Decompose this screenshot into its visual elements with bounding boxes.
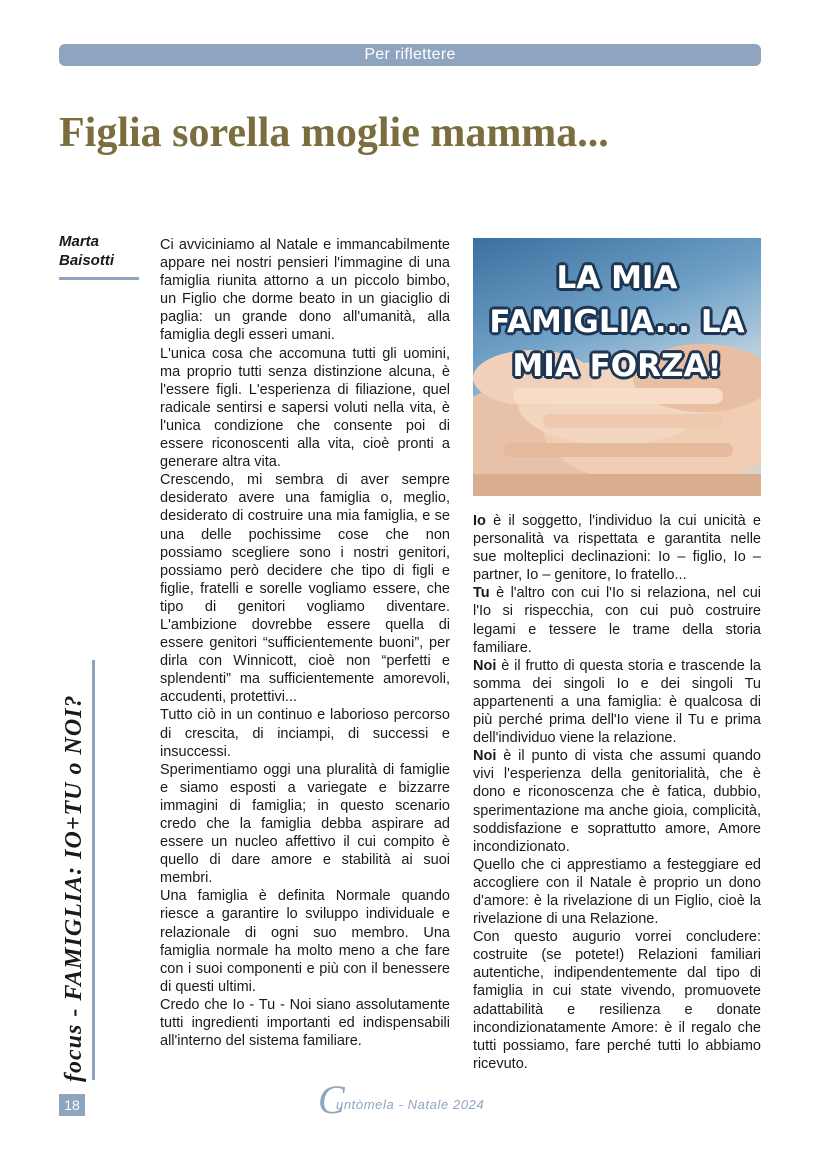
family-hands-photo <box>473 238 761 496</box>
paragraph: Sperimentiamo oggi una pluralità di famiglie e siamo esposti a variegate e bizzarre immagini di famiglia; in questo scenario credo che la famiglia debba aspirare ad essere un nucleo affettivo il cui compito è quello di dare amore e stabilità ai suoi membri. <box>160 761 450 887</box>
article-title: Figlia sorella moglie mamma... <box>59 110 609 156</box>
paragraph-lead: Noi <box>473 657 497 674</box>
paragraph-text: è il frutto di questa storia e trascende la somma dei singoli Io e dei singoli Tu appartenenti a una famiglia: è qualcosa di più perché prima dell'Io viene il Tu e prima dell'individuo viene la relazione. <box>473 657 761 747</box>
paragraph: Crescendo, mi sembra di aver sempre desiderato avere una famiglia o, meglio, desiderato di costruire una mia famiglia, e se una delle pochissime cose che non possiamo scegliere sono i nostri genitori, possiamo però decidere che tipo di figli e figlie, fratelli e sorelle vogliamo essere, che tipo di genitori vogliamo diventare. L'ambizione dovrebbe essere quella di essere genitori “sufficientemente buoni”, per dirla con Winnicott, cioè non “perfetti e splendenti” ma sufficientemente amorevoli, accudenti, protettivi... <box>160 472 450 706</box>
paragraph-text: Quello che ci apprestiamo a festeggiare ed accogliere con il Natale è proprio un dono d'amore: è la rivelazione di un Figlio, cioè la rivelazione di una Relazione. <box>473 856 761 928</box>
paragraph: Tutto ciò in un continuo e laborioso percorso di crescita, di inciampi, di successi e insuccessi. <box>160 707 450 760</box>
photo-caption-line: FAMIGLIA... LA <box>489 304 745 340</box>
paragraph <box>473 512 761 584</box>
paragraph: Credo che Io - Tu - Noi siano assolutamente tutti ingredienti importanti ed indispensabili all'interno del sistema familiare. <box>160 996 450 1050</box>
page-number: 18 <box>59 1094 85 1116</box>
photo-caption-line: MIA FORZA! <box>512 348 722 384</box>
section-banner: Per riflettere <box>59 44 761 66</box>
paragraph <box>473 584 761 656</box>
paragraph <box>473 657 761 747</box>
magazine-initial: C <box>318 1077 345 1122</box>
paragraph-lead: Noi <box>473 748 497 765</box>
paragraph <box>473 747 761 856</box>
author-divider <box>59 277 139 280</box>
paragraph <box>473 856 761 928</box>
right-text-column <box>473 512 761 1073</box>
paragraph-lead: Io <box>473 513 486 529</box>
paragraph-lead: Tu <box>473 585 490 602</box>
focus-divider <box>92 660 95 1080</box>
paragraph-text: è il punto di vista che assumi quando vivi l'esperienza della genitorialità, che è dono e riconoscenza che è fatica, dubbio, sperimentazione ma anche gioia, complicità, soddisfazione e soprattutto amore, Amore incondizionato. <box>473 748 761 855</box>
magazine-footer <box>318 1077 538 1124</box>
paragraph-text: è l'altro con cui l'Io si relaziona, nel cui l'Io si rispecchia, con cui può costruire legami e tessere le trame della storia familiare. <box>473 585 761 656</box>
magazine-name-issue: untòmela - Natale 2024 <box>336 1097 485 1112</box>
author-last-name: Baisotti <box>59 252 115 269</box>
paragraph: L'unica cosa che accomuna tutti gli uomini, ma proprio tutti senza distinzione alcuna, è l'essere figli. L'esperienza di filiazione, quel radicale sentirsi e sapersi voluti nella vita, è l'unica condizione che consente poi di essere riconoscenti alla vita, cioè pronti a generare altra vita. <box>160 345 450 471</box>
photo-caption-line: LA MIA <box>556 260 678 296</box>
author-name <box>59 232 139 270</box>
paragraph-text: è il soggetto, l'individuo la cui unicità e personalità va rispettata e garantita nelle sue molteplici declinazioni: Io – figlio, Io – partner, Io – genitore, Io fratello... <box>473 513 761 584</box>
photo-caption <box>473 256 761 388</box>
focus-section-label: focus - FAMIGLIA: IO+TU o NOI? <box>61 694 87 1082</box>
paragraph <box>473 928 761 1073</box>
paragraph: Una famiglia è definita Normale quando riesce a garantire lo sviluppo individuale e relazionale di ogni suo membro. Una famiglia normale ha molto meno a che fare con i suoi componenti e più con il benessere di questi ultimi. <box>160 888 450 995</box>
paragraph-text: Con questo augurio vorrei concludere: costruite (se potete!) Relazioni familiari autentiche, indipendentemente dal tipo di famiglia in cui state vivendo, promuovete adattabilità e resilienza e donate incondizionatamente Amore: è il regalo che tutti possiamo, fare perché tutti lo abbiamo ricevuto. <box>473 929 761 1072</box>
left-text-column <box>160 236 450 1050</box>
author-first-name: Marta <box>59 233 100 250</box>
paragraph: Ci avviciniamo al Natale e immancabilmente appare nei nostri pensieri l'immagine di una famiglia riunita attorno a un piccolo bimbo, un Figlio che dorme beato in un giaciglio di paglia: un grande dono all'umanità, alla famiglia degli esseri umani. <box>160 237 450 344</box>
